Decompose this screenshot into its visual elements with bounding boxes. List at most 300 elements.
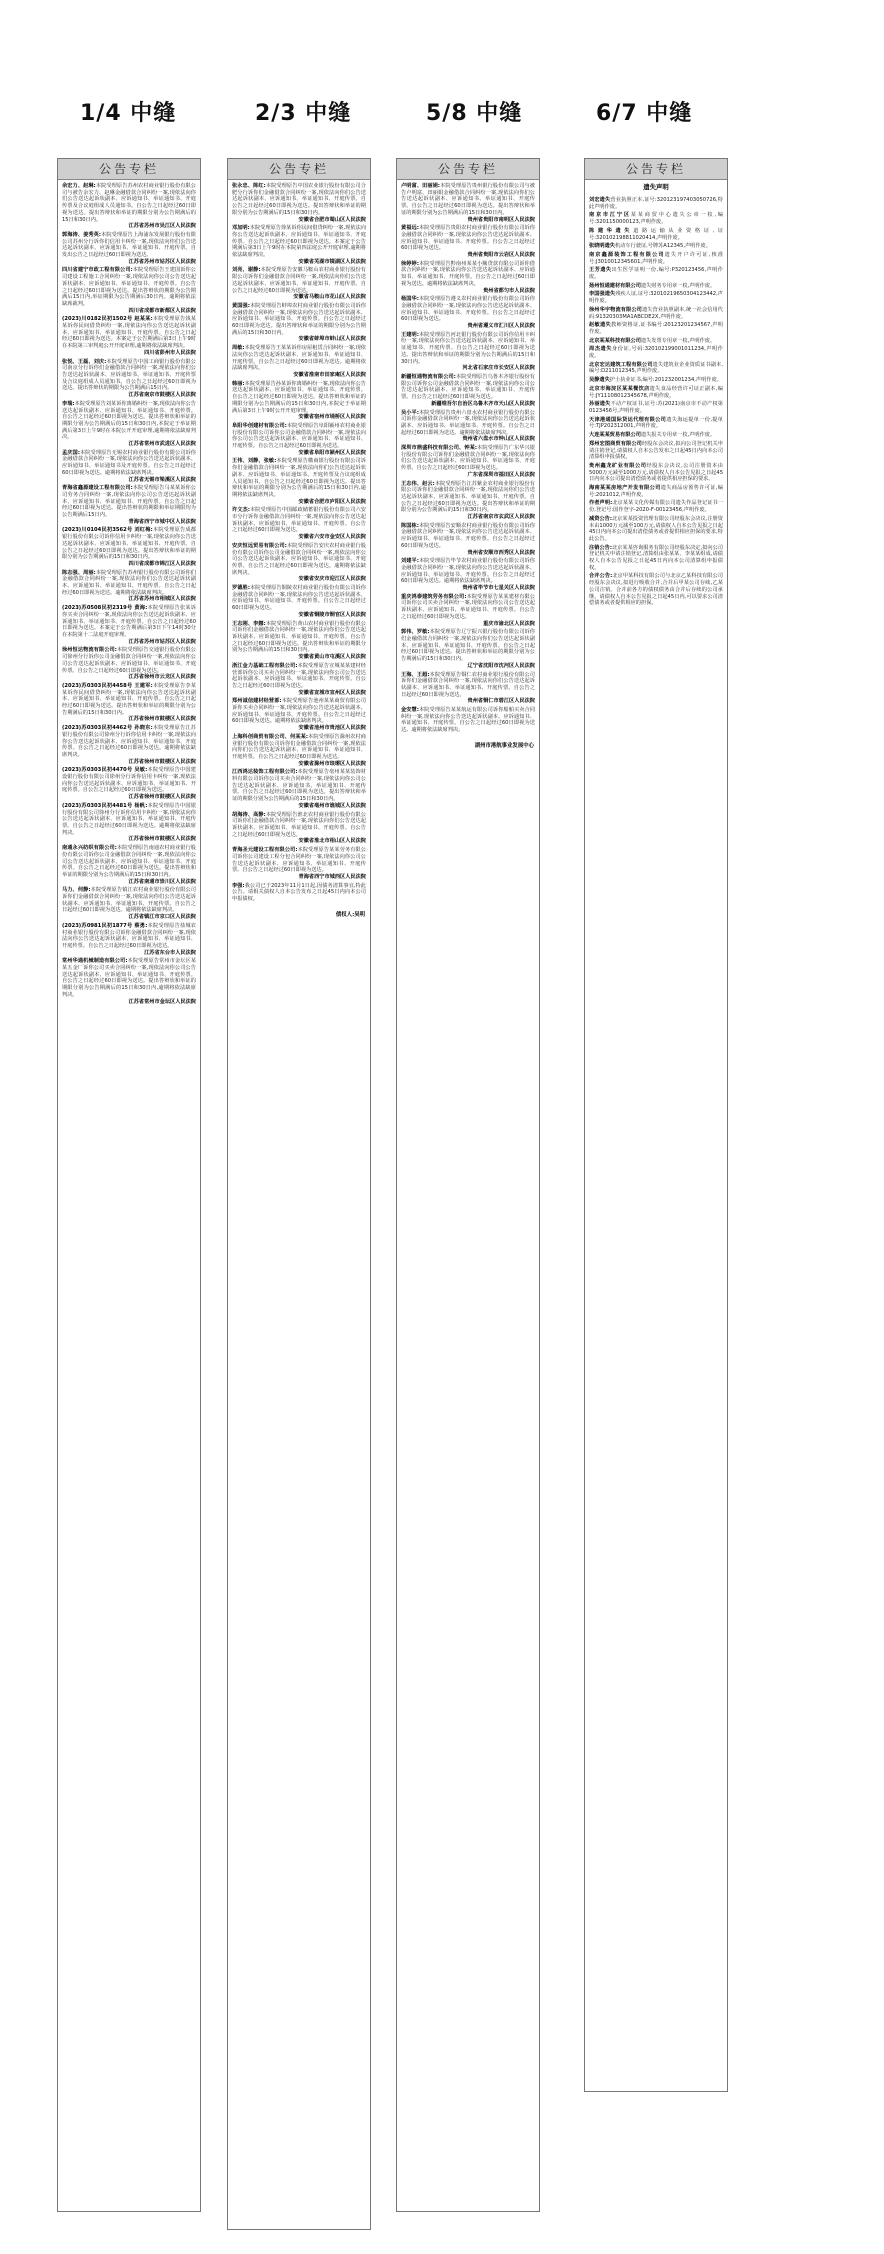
- notice-party: 徐州华宇物流有限公司: [589, 306, 642, 313]
- notice-item: [401, 445, 535, 479]
- notice-text: 本院受理原告成都银行股份有限公司诉你信用卡纠纷一案,现依法向你公告送达起诉状副本、应诉通知书、举证通知书、开庭传票。自公告之日起经过60日即视为送达。提出答辩状和举证的期限分别为公告期满后的15日和30日内。: [62, 527, 196, 561]
- column-footer: 湖州市港航事业发展中心: [474, 742, 534, 749]
- notice-issuer: 江苏省苏州市相城区人民法院: [128, 596, 196, 603]
- notice-issuer: 安徽省铜陵市铜官区人民法院: [298, 611, 366, 618]
- notice-item: [232, 585, 366, 619]
- notice-text: 身份证,号码:320102199001011234,声明作废。: [589, 346, 723, 360]
- notice-item: [589, 500, 723, 513]
- notice-text: 本院受理原告某某航运有限公司诉你船舶买卖合同纠纷一案,现依法向你公告送达起诉状副本、应诉通知书、举证通知书、开庭传票。自公告之日起经过60日即视为送达。逾期将依法缺席判决。: [401, 707, 535, 734]
- column-body: [58, 180, 200, 1010]
- notice-issuer: 江苏省苏州市姑苏区人民法院: [128, 638, 196, 645]
- notice-item: [232, 303, 366, 343]
- notice-item: [589, 573, 723, 607]
- notice-item: [401, 410, 535, 444]
- notice-issuer: 安徽省宿州市埇桥区人民法院: [298, 414, 366, 421]
- notice-text: 本院受理原告安顺农村商业银行股份有限公司诉你金融借款合同纠纷一案,现依法向你公告送达起诉状副本、应诉通知书、举证通知书、开庭传票。自公告之日起经过60日即视为送达。: [401, 522, 535, 549]
- notice-issuer: 贵州省贵阳市南明区人民法院: [467, 216, 535, 223]
- notice-party: 浙江金力基础工程有限公司:: [232, 662, 298, 669]
- notice-item: [232, 267, 366, 301]
- notice-text: 本院受理原告安庆农村商业银行股份有限公司诉你公司金融借款合同纠纷一案,现依法向你公司公告送达起诉状副本、应诉通知书、举证通知书、开庭传票。自公告之日起经过60日即视为送达。逾期将依法缺席判决。: [232, 542, 366, 576]
- notice-text: 本院受理原告遵义农村商业银行股份有限公司诉你金融借款合同纠纷一案,现依法向你公告送达起诉状副本、应诉通知书、举证通知书、开庭传票。自公告之日起经过60日即视为送达。: [401, 296, 535, 323]
- notice-party: 王志刚、李娜:: [232, 620, 266, 627]
- notice-issuer: 安徽省滁州市琅琊区人民法院: [298, 760, 366, 767]
- column-header: 公告专栏: [58, 159, 200, 180]
- notice-party: 上海科创商贸有限公司、何某某:: [232, 733, 308, 740]
- notice-issuer: 安徽省淮北市相山区人民法院: [298, 838, 366, 845]
- notice-issuer: 安徽省合肥市蜀山区人民法院: [298, 216, 366, 223]
- notice-item: [401, 481, 535, 521]
- notice-text: 道路运输从业资格证,证号:320102198811020414,声明作废。: [589, 227, 723, 241]
- notice-text: 本院受理原告马某某诉你公司劳务合同纠纷一案,现依法向你公司公告送达起诉状副本、应诉通知书、举证通知书、开庭传票。自公告之日起经过60日即视为送达。提出答辩状的期限和举证期限均为公告期满后15日内。: [62, 485, 196, 519]
- notice-item: [62, 647, 196, 681]
- notice-text: 遗失营业执照副本,统一社会信用代码:91320303MA1ABCDE2X,声明作废。: [589, 306, 723, 320]
- notice-issuer: 江苏省南通市崇川区人民法院: [128, 878, 196, 885]
- notice-issuer: 四川省成都市锦江区人民法院: [128, 560, 196, 567]
- notice-item: [589, 485, 723, 498]
- notice-item: [589, 377, 723, 384]
- notice-item: [62, 803, 196, 843]
- notice-issuer: 安徽省黄山市屯溪区人民法院: [298, 654, 366, 661]
- notice-item: [232, 381, 366, 421]
- notice-text: 本院受理原告王某某诉你房屋租赁合同纠纷一案,现依法向你公告送达起诉状副本、应诉通知书、举证通知书、开庭传票。自公告之日起经过60日即视为送达。逾期将依法缺席判决。: [232, 345, 366, 372]
- notice-party: 金安慧:: [401, 707, 419, 714]
- notice-issuer: 河北省石家庄市长安区人民法院: [462, 365, 535, 372]
- notice-item: [401, 374, 535, 408]
- notice-party: 刘宏遗失: [589, 197, 611, 203]
- notice-text: 某某商贸中心遗失公章一枚,编号:3201150000123,声明作废。: [589, 212, 723, 226]
- notice-text: 本院受理原告贵阳农村商业银行股份有限公司诉你金融借款合同纠纷一案,现依法向你公告送达起诉状副本、应诉通知书、举证通知书、开庭传票。自公告之日起经过60日即视为送达。: [401, 225, 535, 252]
- notice-issuer: 安徽省淮南市田家庵区人民法院: [293, 371, 366, 378]
- notice-party: 扬州恒通建材有限公司: [589, 282, 641, 289]
- notice-item: [401, 672, 535, 706]
- notice-party: 黄福远:: [401, 225, 419, 232]
- notice-text: 遗失报关专用章一枚,声明作废。: [640, 432, 716, 439]
- notice-text: 本院受理原告辽宁振兴银行股份有限公司诉你们金融借款合同纠纷一案,现依法向你们公告送达起诉状副本、应诉通知书、举证通知书、开庭传票。自公告之日起经过60日即视为送达。提出答辩状和举证的期限分别为公告期满后的15日和30日内。: [401, 629, 535, 663]
- notice-party: 南通永兴纺织有限公司:: [62, 845, 117, 852]
- notice-text: 我公司已于2023年11月1日起,因债务清算事宜,特此公告。请相关债权人自本公告发布之日起45日内向本公司申报债权。: [232, 882, 366, 903]
- notice-text: 本院受理原告王建国诉你公司建设工程施工合同纠纷一案,现依法向你公司公告送达起诉状副本、应诉通知书、举证通知书、开庭传票。自公告之日起经过60日即视为送达。提出答辩状的期限为公告期满后15日内,举证期限为公告期满后30日内。逾期将依法缺席裁判。: [62, 267, 196, 307]
- notice-item: [589, 417, 723, 430]
- notice-issuer: 江苏省徐州市鼓楼区人民法院: [128, 716, 196, 723]
- notice-text: 本院受理原告徽商银行股份有限公司诉你们金融借款合同纠纷一案,现依法向你们公告送达起诉状副本、应诉通知书、举证通知书、开庭传票及合议庭组成人员通知书。自公告之日起经过60日即视为送达。提出答辩状和举证的期限分别为公告期满后的15日和30日内,逾期将依法缺席判决。: [232, 458, 366, 498]
- notice-text: 本院受理原告李某某诉你民间借贷纠纷一案,现依法向你公告送达起诉状副本、应诉通知书、举证通知书、开庭传票。自公告之日起经过60日即视为送达。提出答辩状和举证的期限分别为公告期满后的15日和30日内。: [62, 682, 196, 716]
- notice-text: 本院受理原告孙某诉你离婚纠纷一案,现依法向你公告送达起诉状副本、应诉通知书、举证通知书、开庭传票。自公告之日起经过60日即视为送达。提出答辩状和举证的期限分别为公告期满后的15日和30日内,本院定于举证期满后第3日上午9时公开开庭审理。: [232, 380, 366, 414]
- notice-party: 张晓明遗失: [589, 243, 615, 250]
- notice-text: 本院受理原告无锡农村商业银行股份有限公司诉你金融借款合同纠纷一案,现依法向你公告送达起诉状副本、应诉通知书、举证通知书及开庭传票。自公告之日起经过60日即视为送达。逾期将依法缺席判决。: [62, 449, 196, 476]
- notice-party: 徐婷婷:: [401, 260, 419, 267]
- notice-item: [62, 401, 196, 448]
- notice-party: 北京宏达建筑工程有限公司: [589, 361, 653, 368]
- notice-item: [232, 225, 366, 265]
- notice-text: 本院受理原告河北银行股份有限公司诉你信用卡纠纷一案,现依法向你公告送达起诉状副本、应诉通知书、举证通知书、开庭传票。自公告之日起经过60日即视为送达。提出答辩状和举证的期限分别为公告期满后的15日和30日内。: [401, 331, 535, 365]
- notice-text: 本院受理原告中国银行股份有限公司徐州分行诉你信用卡纠纷一案,现依法向你公告送达起诉状副本、应诉通知书、举证通知书、开庭传票。自公告之日起经过60日即视为送达。逾期将依法缺席判决。: [62, 802, 196, 836]
- notice-item: [232, 769, 366, 809]
- column-body: [585, 194, 727, 612]
- notice-party: 深圳市鼎盛科技有限公司、钟某:: [401, 445, 477, 452]
- notice-party: 刘建平:: [401, 558, 419, 565]
- notice-issuer: 江苏省徐州市鼓楼区人民法院: [128, 836, 196, 843]
- notice-party: 合并公告:: [589, 573, 613, 580]
- notice-text: 本院受理原告中国邮政储蓄银行股份有限公司六安市分行诉你金融借款合同纠纷一案,现依法向你公告送达起诉状副本、应诉通知书、举证通知书、开庭传票。自公告之日起经过60日即视为送达。: [232, 507, 366, 534]
- notice-party: 北京某某科技有限公司: [589, 337, 641, 344]
- notice-text: 遗失建筑业企业资质证书副本,编号:D211012345,声明作废。: [589, 361, 723, 375]
- notice-party: (2023)苏0303民初4462号 孙晓东:: [62, 725, 153, 732]
- notice-text: 本院受理原告铜陵农村商业银行股份有限公司诉你金融借款合同纠纷一案,现依法向你公告送达起诉状副本、应诉通知书、举证通知书、开庭传票。自公告之日起经过60日即视为送达。: [232, 585, 366, 612]
- notice-item: [232, 345, 366, 379]
- notice-item: [589, 346, 723, 359]
- notice-party: 南京鑫源装饰工程有限公司: [589, 251, 665, 258]
- notice-item: [232, 698, 366, 732]
- notice-item: [589, 291, 723, 304]
- notice-party: 南京市江宁区: [589, 212, 631, 219]
- notice-party: 王芳遗失: [589, 267, 612, 274]
- notice-column-4: [584, 158, 728, 2092]
- notice-item: [589, 243, 723, 250]
- notice-issuer: 江苏省常州市武进区人民法院: [128, 441, 196, 448]
- notice-party: (2023)苏0981民初1877号 蔡勇:: [62, 922, 148, 929]
- notice-text: 经股东会决议,拟向公司登记机关申请注销登记,请债权人自本公告发布之日起45日内向本公司清算组申报债权。: [589, 440, 723, 461]
- notice-item: [62, 183, 196, 230]
- notice-issuer: 安徽省芜湖市镜湖区人民法院: [298, 258, 366, 265]
- notice-text: 本院受理原告徐某诉你民间借贷纠纷一案,现依法向你公告送达起诉状副本、应诉通知书、举证通知书、开庭传票。自公告之日起经过60日即视为送达。本案定于公告期满后第3日上午9时在本院第四法庭公开开庭审理,逾期将依法缺席判决。: [232, 225, 367, 259]
- notice-text: 北京甲某科技有限公司与北京乙某科技有限公司经股东会决议,拟进行吸收合并,合并后甲某公司存续,乙某公司注销。合并前各方的债权债务由合并后存续的公司承继。请债权人自本公告见报之日起45日内,可以要求公司清偿债务或者提供相应的担保。: [589, 573, 723, 607]
- column-body: [397, 180, 539, 739]
- notice-party: (2023)苏0303民初4458号 王建军:: [62, 682, 153, 689]
- notice-party: 注销公告:: [589, 544, 612, 551]
- notice-item: [401, 594, 535, 628]
- notice-party: 北京市海淀区某某餐饮店: [589, 385, 650, 392]
- notice-item: [589, 516, 723, 543]
- notice-item: [589, 441, 723, 461]
- notice-text: 本院受理原告乌鲁木齐银行股份有限公司诉你公司金融借款合同纠纷一案,现依法向你公司公告送达起诉状副本、应诉通知书、举证通知书、开庭传票。自公告之日起经过60日即视为送达。: [401, 373, 535, 401]
- notice-item: [62, 605, 196, 645]
- notice-party: 刘亮、谢静:: [232, 267, 261, 274]
- notice-text: 本院受理原告交通银行股份有限公司徐州分行诉你公司金融借款合同纠纷一案,现依法向你公司公告送达起诉状副本、应诉通知书、举证通知书、开庭传票。自公告之日起经过60日即视为送达。: [62, 647, 196, 674]
- notice-issuer: 贵州省铜仁市碧江区人民法院: [467, 698, 535, 705]
- notice-issuer: 辽宁省沈阳市沈河区人民法院: [467, 662, 535, 669]
- notice-text: 本院受理原告宣城某某建材经营部诉你公司买卖合同纠纷一案,现依法向你公司公告送达起诉状副本、应诉通知书、举证通知书、开庭传票。自公告之日起经过60日即视为送达。: [232, 662, 366, 689]
- notice-item: [401, 629, 535, 669]
- column-body: [228, 180, 370, 908]
- notice-text: 遗失发票专用章一枚,声明作废。: [640, 337, 716, 344]
- notice-party: 天津港通国际货运代理有限公司: [589, 416, 667, 423]
- notice-column-1: [57, 158, 201, 2212]
- notice-text: 本院受理原告安徽马鞍山农村商业银行股份有限公司诉你们金融借款合同纠纷一案,现依法向你们公告送达起诉状副本、应诉通知书、举证通知书、开庭传票。自公告之日起经过60日即视为送达。: [232, 267, 366, 294]
- notice-item: [589, 228, 723, 241]
- notice-issuer: 安徽省安庆市迎江区人民法院: [298, 576, 366, 583]
- notice-item: [401, 225, 535, 259]
- notice-item: [401, 558, 535, 592]
- notice-issuer: 江苏省苏州市吴江区人民法院: [128, 223, 196, 230]
- notice-issuer: 贵州省安顺市西秀区人民法院: [467, 549, 535, 556]
- notice-issuer: 安徽省蚌埠市蚌山区人民法院: [298, 336, 366, 343]
- notice-party: (2023)苏0508民初2319号 黄海:: [62, 605, 148, 612]
- notice-item: [62, 267, 196, 314]
- column-title-6-7: 6/7 中缝: [596, 101, 693, 126]
- notice-issuer: 安徽省马鞍山市花山区人民法院: [293, 294, 366, 301]
- notice-party: 作者声明:: [589, 500, 613, 507]
- notice-item: [62, 570, 196, 604]
- notice-issuer: 重庆市渝北区人民法院: [483, 620, 535, 627]
- notice-item: [232, 812, 366, 846]
- notice-party: 青海省鑫源建设工程有限公司:: [62, 485, 133, 492]
- column-header: 公告专栏: [585, 159, 727, 180]
- notice-party: 四川省建宁市政工程有限公司:: [62, 267, 133, 274]
- notice-text: 本院受理原告滁州农村商业银行股份有限公司诉你们金融借款合同纠纷一案,现依法向你们公告送达起诉状副本、应诉通知书、举证通知书、开庭传票。自公告之日起经过60日即视为送达。: [232, 733, 366, 760]
- notice-party: 王建明:: [401, 331, 419, 338]
- notice-issuer: 安徽省亳州市谯城区人民法院: [298, 802, 366, 809]
- notice-item: [401, 296, 535, 330]
- notice-item: [589, 545, 723, 572]
- notice-party: 吴小平:: [401, 409, 419, 416]
- notice-party: 许文杰:: [232, 507, 250, 514]
- notice-item: [589, 401, 723, 414]
- notice-issuer: 江苏省无锡市梁溪区人民法院: [128, 476, 196, 483]
- notice-text: 不动产权证书,证号:苏(2021)南京市不动产权第0123456号,声明作废。: [589, 401, 723, 414]
- notice-text: 本院受理原告毕节农村商业银行股份有限公司诉你金融借款合同纠纷一案,现依法向你公告送达起诉状副本、应诉通知书、举证通知书、开庭传票。自公告之日起经过60日即视为送达。逾期将依法缺席判决。: [401, 558, 535, 585]
- notice-party: 胡海涛、高静:: [232, 811, 266, 818]
- notice-column-3: [396, 158, 540, 2212]
- notice-issuer: 安徽省阜阳市颍州区人民法院: [298, 449, 366, 456]
- notice-item: [62, 887, 196, 921]
- notice-text: 本院受理原告铜仁农村商业银行股份有限公司诉你们金融借款合同纠纷一案,现依法向你们公告送达起诉状副本、应诉通知书、举证通知书、开庭传票。自公告之日起经过60日即视为送达。: [401, 671, 535, 698]
- notice-party: 安庆恒远贸易有限公司:: [232, 542, 287, 549]
- notice-party: 陈志强、周丽:: [62, 569, 96, 576]
- notice-party: 阜阳华创建材有限公司:: [232, 422, 287, 429]
- notice-text: 遗失开户许可证,核准号:J3010012345601,声明作废。: [589, 251, 723, 265]
- notice-text: 本院受理原告刘某诉你离婚纠纷一案,现依法向你公告送达起诉状副本、应诉通知书、举证通知书、开庭传票。自公告之日起经过60日即视为送达。提出答辩状和举证的期限分别为公告期满后的15日和30日内,本院定于举证期满后第3日上午9时在本院公开开庭审理,逾期将依法缺席判决。: [62, 400, 196, 441]
- notice-item: [62, 232, 196, 266]
- notice-issuer: 江苏省常州市金坛区人民法院: [128, 998, 196, 1005]
- notice-text: 本院受理原告镇江农村商业银行股份有限公司诉你们金融借款合同纠纷一案,现依法向你们公告送达起诉状副本、应诉通知书、举证通知书、开庭传票。自公告之日起经过60日即视为送达。逾期将依法缺席判决。: [62, 887, 196, 914]
- notice-text: 本院受理原告蚌埠农村商业银行股份有限公司诉你金融借款合同纠纷一案,现依法向你公告送达起诉状副本、应诉通知书、举证通知书、开庭传票。自公告之日起经过60日即视为送达。提出答辩状和举证的期限分别为公告期满后的15日和30日内。: [232, 302, 366, 336]
- notice-party: 王伟、刘静、张敏:: [232, 458, 277, 465]
- notice-text: 营业执照正本,证号:320123197403050726,特此声明作废。: [589, 197, 723, 210]
- notice-text: 教师资格证,证书编号:20123201234567,声明作废。: [589, 322, 723, 335]
- column-title-1-4: 1/4 中缝: [80, 101, 177, 126]
- notice-item: [62, 683, 196, 723]
- notice-issuer: 青海省西宁市城中区人民法院: [128, 518, 196, 525]
- notice-party: 张永忠、陈红:: [232, 183, 266, 189]
- notice-party: 李瑞:: [62, 400, 75, 407]
- notice-party: 罗德胜:: [232, 585, 250, 592]
- notice-party: 贵州鑫龙矿业有限公司: [589, 462, 647, 469]
- notice-issuer: 江苏省南京市玄武区人民法院: [467, 514, 535, 521]
- notice-party: 郭伟、罗敏:: [401, 629, 430, 636]
- notice-item: [401, 707, 535, 734]
- notice-item: [62, 527, 196, 567]
- notice-party: 王志伟、赵云:: [401, 480, 435, 487]
- notice-item: [62, 359, 196, 399]
- notice-item: [401, 261, 535, 295]
- notice-issuer: 贵州省六盘水市钟山区人民法院: [462, 436, 535, 443]
- notice-issuer: 四川省彭州市人民法院: [144, 349, 196, 356]
- notice-text: 本院受理原告中国农业银行股份有限公司合肥分行诉你们金融借款合同纠纷一案,现依法向你们公告送达起诉状副本、应诉通知书、举证通知书、开庭传票。自公告之日起经过60日即视为送达。提出答辩状和举证的期限分别为公告期满后的15日和30日内。: [232, 183, 366, 216]
- notice-issuer: 江苏省南京市鼓楼区人民法院: [128, 392, 196, 399]
- notice-text: 遗失财务专用章一枚,声明作废。: [640, 282, 716, 289]
- notice-item: [62, 485, 196, 525]
- notice-issuer: 贵州省遵义市汇川区人民法院: [467, 323, 535, 330]
- notice-text: 经股东会决议,公司注册资本由5000万元减至1000万元,请债权人自本公告见报之日起45日内向本公司提出清偿债务或者提供相应担保的要求。: [589, 462, 723, 483]
- notice-party: 余宏力、赵琳:: [62, 183, 96, 189]
- notice-issuer: 安徽省六安市金安区人民法院: [298, 534, 366, 541]
- notice-party: 新疆恒通物流有限公司:: [401, 373, 456, 380]
- notice-party: 陈建华遗失: [589, 227, 634, 234]
- notice-item: [232, 543, 366, 583]
- notice-issuer: 广东省深圳市福田区人民法院: [467, 471, 535, 478]
- notice-party: (2023)苏0303民初4470号 吴敏:: [62, 767, 148, 774]
- notice-party: 大连某某贸易有限公司: [589, 432, 641, 439]
- notice-party: 张悦、王磊、刘庆:: [62, 358, 107, 365]
- notice-text: 本院受理原告阜阳颍州农村商业银行股份有限公司诉你公司金融借款合同纠纷一案,现依法向你公司公告送达起诉状副本、应诉通知书、举证通知书、开庭传票。自公告之日起经过60日即视为送达。: [232, 422, 366, 450]
- notice-text: 本院受理原告黔南州某某小额贷款有限公司诉你借款合同纠纷一案,现依法向你公告送达起诉状副本、应诉通知书、举证通知书、开庭传票。自公告之日起经过60日即视为送达。逾期将依法缺席判决。: [401, 260, 535, 287]
- notice-text: 遗失商品房预售许可证,编号:2021012,声明作废。: [589, 485, 723, 498]
- notice-item: [589, 212, 723, 225]
- notice-item: [232, 883, 366, 903]
- notice-item: [62, 316, 196, 356]
- notice-issuer: 贵州省都匀市人民法院: [483, 287, 535, 294]
- notice-text: 本院受理原告淮北农村商业银行股份有限公司诉你们金融借款合同纠纷一案,现依法向你们公告送达起诉状副本、应诉通知书、举证通知书、开庭传票。自公告之日起经过60日即视为送达。: [232, 811, 366, 838]
- notice-party: 青海圣元建设工程有限公司:: [232, 847, 298, 854]
- notice-text: 遗失食品经营许可证正副本,编号:JY11108012345678,声明作废。: [589, 385, 723, 399]
- notice-party: (2023)川0182民初1502号 赵某某:: [62, 316, 153, 323]
- notice-issuer: 贵州省贵阳市云岩区人民法院: [467, 252, 535, 259]
- notice-text: 本院受理原告池州某某商贸有限公司诉你买卖合同纠纷一案,现依法向你公告送达起诉状副本、应诉通知书、举证通知书、开庭传票。自公告之日起经过60日即视为送达。逾期将依法缺席判决。: [232, 698, 366, 725]
- notice-text: 本院受理原告南通农村商业银行股份有限公司诉你公司金融借款合同纠纷一案,现依法向你公司公告送达起诉状副本、应诉通知书、举证通知书、开庭传票。自公告之日起经过60日即视为送达。提出答辩状和举证的期限分别为公告期满后的15日和30日内。: [62, 845, 196, 878]
- notice-text: 本院受理原告江苏银行股份有限公司徐州分行诉你信用卡纠纷一案,现依法向你公告送达起诉状副本、应诉通知书、举证通知书、开庭传票。自公告之日起经过60日即视为送达。逾期将依法缺席判决。: [62, 725, 196, 758]
- notice-item: [232, 423, 366, 457]
- notice-text: 遗失海运提单一份,提单号:TJP202312001,声明作废。: [589, 416, 723, 430]
- notice-party: 海南某某房地产开发有限公司: [589, 485, 661, 492]
- column-header: 公告专栏: [397, 159, 539, 180]
- notice-issuer: 江苏省苏州市姑苏区人民法院: [128, 258, 196, 265]
- notice-item: [589, 252, 723, 265]
- notice-item: [62, 845, 196, 885]
- notice-issuer: 江苏省东台市人民法院: [144, 949, 196, 956]
- notice-issuer: 江苏省徐州市鼓楼区人民法院: [128, 794, 196, 801]
- notice-text: 本院受理原告钱某某诉你民间借贷纠纷一案,现依法向你公告送达起诉状副本、应诉通知书、举证通知书、开庭传票。自公告之日起经过60日即视为送达。本案定于公告期满后第3日上午9时在本院第三审判庭公开开庭审理,逾期将依法缺席判决。: [62, 316, 196, 350]
- notice-text: 本院受理原告贵州银行股份有限公司与被告卢明富、田丽娟金融借款合同纠纷一案,现依法向你们公告送达起诉状副本、应诉通知书、举证通知书、开庭传票。自公告之日起经过60日即视为送达。提出答辩状和举证的期限分别为公告期满后的15日和30日内。: [401, 183, 535, 216]
- notice-party: 赵敏遗失: [589, 322, 611, 329]
- notice-item: [589, 338, 723, 345]
- notice-text: 护士执业证书,编号:201232001234,声明作废。: [609, 377, 722, 384]
- notice-item: [62, 450, 196, 484]
- notice-party: 郭海涛、姜秀英:: [62, 231, 102, 238]
- notice-item: [232, 507, 366, 541]
- notice-item: [589, 432, 723, 439]
- notice-column-2: [227, 158, 371, 2230]
- notice-issuer: 江苏省徐州市云龙区人民法院: [128, 674, 196, 681]
- notice-item: [232, 621, 366, 661]
- notice-text: 北京某某咨询服务有限公司经股东决定,拟向公司登记机关申请注销登记,清算组由张某某、李某某组成,请债权人自本公告见报之日起45日内向本公司清算组申报债权。: [589, 544, 723, 571]
- notice-text: 本院受理原告上海浦东发展银行股份有限公司苏州分行诉你们信用卡纠纷一案,现依法向你们公告送达起诉状副本、应诉通知书、举证通知书、开庭传票。自发出公告之日起经过60日即视为送达。: [62, 231, 196, 259]
- column-footer: 债权人:吴明: [335, 911, 365, 918]
- notice-item: [232, 458, 366, 505]
- notice-item: [232, 183, 366, 223]
- notice-text: 本院受理原告某某劳务有限公司诉你公司建设工程分包合同纠纷一案,现依法向你公司公告送达起诉状副本、应诉通知书、举证通知书、开庭传票。自公告之日起经过60日即视为送达。: [232, 847, 366, 874]
- notice-party: 郑州宏图商贸有限公司: [589, 440, 642, 447]
- notice-item: [401, 332, 535, 372]
- notice-party: 孟庆国:: [62, 449, 80, 456]
- notice-item: [401, 183, 535, 223]
- notice-issuer: 江苏省徐州市鼓楼区人民法院: [128, 758, 196, 765]
- notice-item: [589, 197, 723, 210]
- notice-item: [62, 725, 196, 765]
- notice-item: [589, 322, 723, 335]
- notice-text: 残疾人证,证号:32010219650304123442,声明作废。: [589, 291, 723, 305]
- notice-item: [589, 463, 723, 483]
- notice-party: 杨国华:: [401, 296, 419, 303]
- notice-text: 北京某某文化传媒有限公司遗失作品登记证书一份,登记号:国作登字-2020-F-00123456,声明作废。: [589, 500, 723, 514]
- notice-text: 本院受理原告某某建材有限公司诉你公司买卖合同纠纷一案,现依法向你公司公告送达起诉状副本、应诉通知书、举证通知书、开庭传票。自公告之日起经过60日即视为送达。: [401, 593, 535, 620]
- notice-party: 周敏:: [232, 345, 245, 352]
- notice-party: 吴静遗失: [589, 377, 610, 384]
- notice-text: 本院受理原告亳州某某装饰材料有限公司诉你公司买卖合同纠纷一案,现依法向你公司公告送达起诉状副本、应诉通知书、举证通知书、开庭传票。自公告之日起经过60日即视为送达。提出答辩状和举证的期限分别为公告期满后的15日和30日内。: [232, 769, 366, 803]
- notice-text: 本院受理原告张某诉你买卖合同纠纷一案,现依法向你公告送达起诉状副本、应诉通知书、举证通知书、开庭传票。自公告之日起经过60日即视为送达。本案定于公告期满后第3日下午14时30分在本院第十二法庭开庭审理。: [62, 605, 196, 638]
- notice-text: 本院受理原告贵州六盘水农村商业银行股份有限公司诉你金融借款合同纠纷一案,现依法向你公告送达起诉状副本、应诉通知书、举证通知书、开庭传票。自公告之日起经过60日即视为送达。逾期将依法缺席判决。: [401, 409, 535, 436]
- notice-party: 江西鸿达装饰工程有限公司:: [232, 769, 298, 776]
- notice-item: [62, 958, 196, 1005]
- notice-text: 机动车行驶证,号牌苏A12345,声明作废。: [614, 243, 711, 250]
- notice-issuer: 安徽省宣城市宣州区人民法院: [298, 689, 366, 696]
- notice-issuer: 新疆维吾尔自治区乌鲁木齐市天山区人民法院: [431, 400, 535, 407]
- notice-text: 本院受理原告广东华兴银行股份有限公司诉你们金融借款合同纠纷一案,现依法向你们公告送达起诉状副本、应诉通知书、举证通知书、开庭传票。自公告之日起经过60日即视为送达。: [401, 445, 535, 472]
- notice-party: 周杰遗失: [589, 346, 612, 353]
- column-title-5-8: 5/8 中缝: [426, 101, 523, 126]
- notice-item: [62, 923, 196, 957]
- notice-party: 韩丽:: [232, 380, 245, 387]
- notice-item: [232, 734, 366, 768]
- notice-text: 本院受理原告中国工商银行股份有限公司南京分行诉你们金融借款合同纠纷一案,现依法向你们公告送达起诉状副本、应诉通知书、举证通知书、开庭传票及合议庭组成人员通知书。自公告之日起经过60日即视为送达。提出答辩状的期限为公告期满后15日内。: [62, 358, 196, 392]
- notice-party: 卢明富、田丽娟:: [401, 183, 441, 189]
- notice-item: [401, 523, 535, 557]
- notice-issuer: 安徽省合肥市庐阳区人民法院: [298, 498, 366, 505]
- notice-text: 本院受理原告苏州银行股份有限公司诉你们金融借款合同纠纷一案,现依法向你们公告送达起诉状副本、应诉通知书、举证通知书、开庭传票。自公告之日起经过60日即视为送达。逾期将依法缺席判决。: [62, 569, 196, 596]
- notice-text: 本院受理原告常州市金坛区某某五金厂诉你公司买卖合同纠纷一案,现依法向你公司公告送达起诉状副本、应诉通知书、举证通知书、开庭传票。自公告之日起经过60日即视为送达。提出答辩状和举证的期限分别为公告期满后的15日和30日内,逾期将依法缺席判决。: [62, 958, 196, 998]
- column-sub-title: 遗失声明: [643, 183, 669, 191]
- notice-party: 李国强遗失: [589, 291, 616, 298]
- notice-issuer: 贵州省毕节市七星关区人民法院: [462, 585, 535, 592]
- notice-text: 本院受理原告盐城农村商业银行股份有限公司诉你金融借款合同纠纷一案,现依法向你公告送达起诉状副本、应诉通知书、举证通知书、开庭传票。自公告之日起经过60日即视为送达。: [62, 922, 196, 949]
- column-title-2-3: 2/3 中缝: [255, 101, 352, 126]
- notice-party: (2023)苏0303民初4481号 杨帆:: [62, 802, 148, 809]
- notice-text: 北京某某投资管理有限公司经股东会决议,注册资本由1000万元减至100万元,请债权人自本公告见报之日起45日内向本公司提出清偿债务或者提供相应担保的要求,特此公告。: [589, 515, 723, 542]
- notice-issuer: 四川省成都市新都区人民法院: [128, 307, 196, 314]
- notice-party: 孙丽遗失: [589, 401, 611, 408]
- notice-issuer: 江苏省镇江市京口区人民法院: [128, 914, 196, 921]
- notice-item: [589, 283, 723, 290]
- notice-party: 郑州诚信建材经营部:: [232, 698, 282, 705]
- notice-item: [589, 267, 723, 280]
- notice-item: [589, 362, 723, 375]
- notice-party: 重庆鸿泰建筑劳务有限公司:: [401, 593, 467, 600]
- notice-text: 本院受理原告江苏紫金农村商业银行股份有限公司诉你们金融借款合同纠纷一案,现依法向你们公告送达起诉状副本、应诉通知书、举证通知书、开庭传票。自公告之日起经过60日即视为送达。提出答辩状和举证的期限分别为公告期满后的15日和30日内。: [401, 480, 535, 514]
- notice-issuer: 青海省西宁市城西区人民法院: [298, 873, 366, 880]
- notice-text: 本院受理原告苏州农村商业银行股份有限公司与被告余宏力、赵琳金融借款合同纠纷一案,现依法向你们公告送达起诉状副本、应诉通知书、举证通知书、开庭传票及合议庭组成人员通知书。自公告之日起经过60日即视为送达。提出答辩状和举证的期限分别为公告期满后的15日和30日内。: [62, 183, 196, 223]
- column-header: 公告专栏: [228, 159, 370, 180]
- notice-party: 黄国强:: [232, 302, 250, 309]
- notice-item: [62, 767, 196, 801]
- notice-issuer: 安徽省池州市贵池区人民法院: [298, 725, 366, 732]
- notice-item: [232, 847, 366, 881]
- notice-party: 减资公告:: [589, 515, 612, 522]
- notice-party: 马力、何静:: [62, 887, 91, 894]
- notice-party: 王海、王超:: [401, 671, 430, 678]
- notice-item: [589, 307, 723, 320]
- notice-party: 陈国栋:: [401, 522, 419, 529]
- notice-party: 常州华通机械制造有限公司:: [62, 958, 128, 965]
- notice-party: (2023)川0104民初3562号 刘红梅:: [62, 527, 153, 534]
